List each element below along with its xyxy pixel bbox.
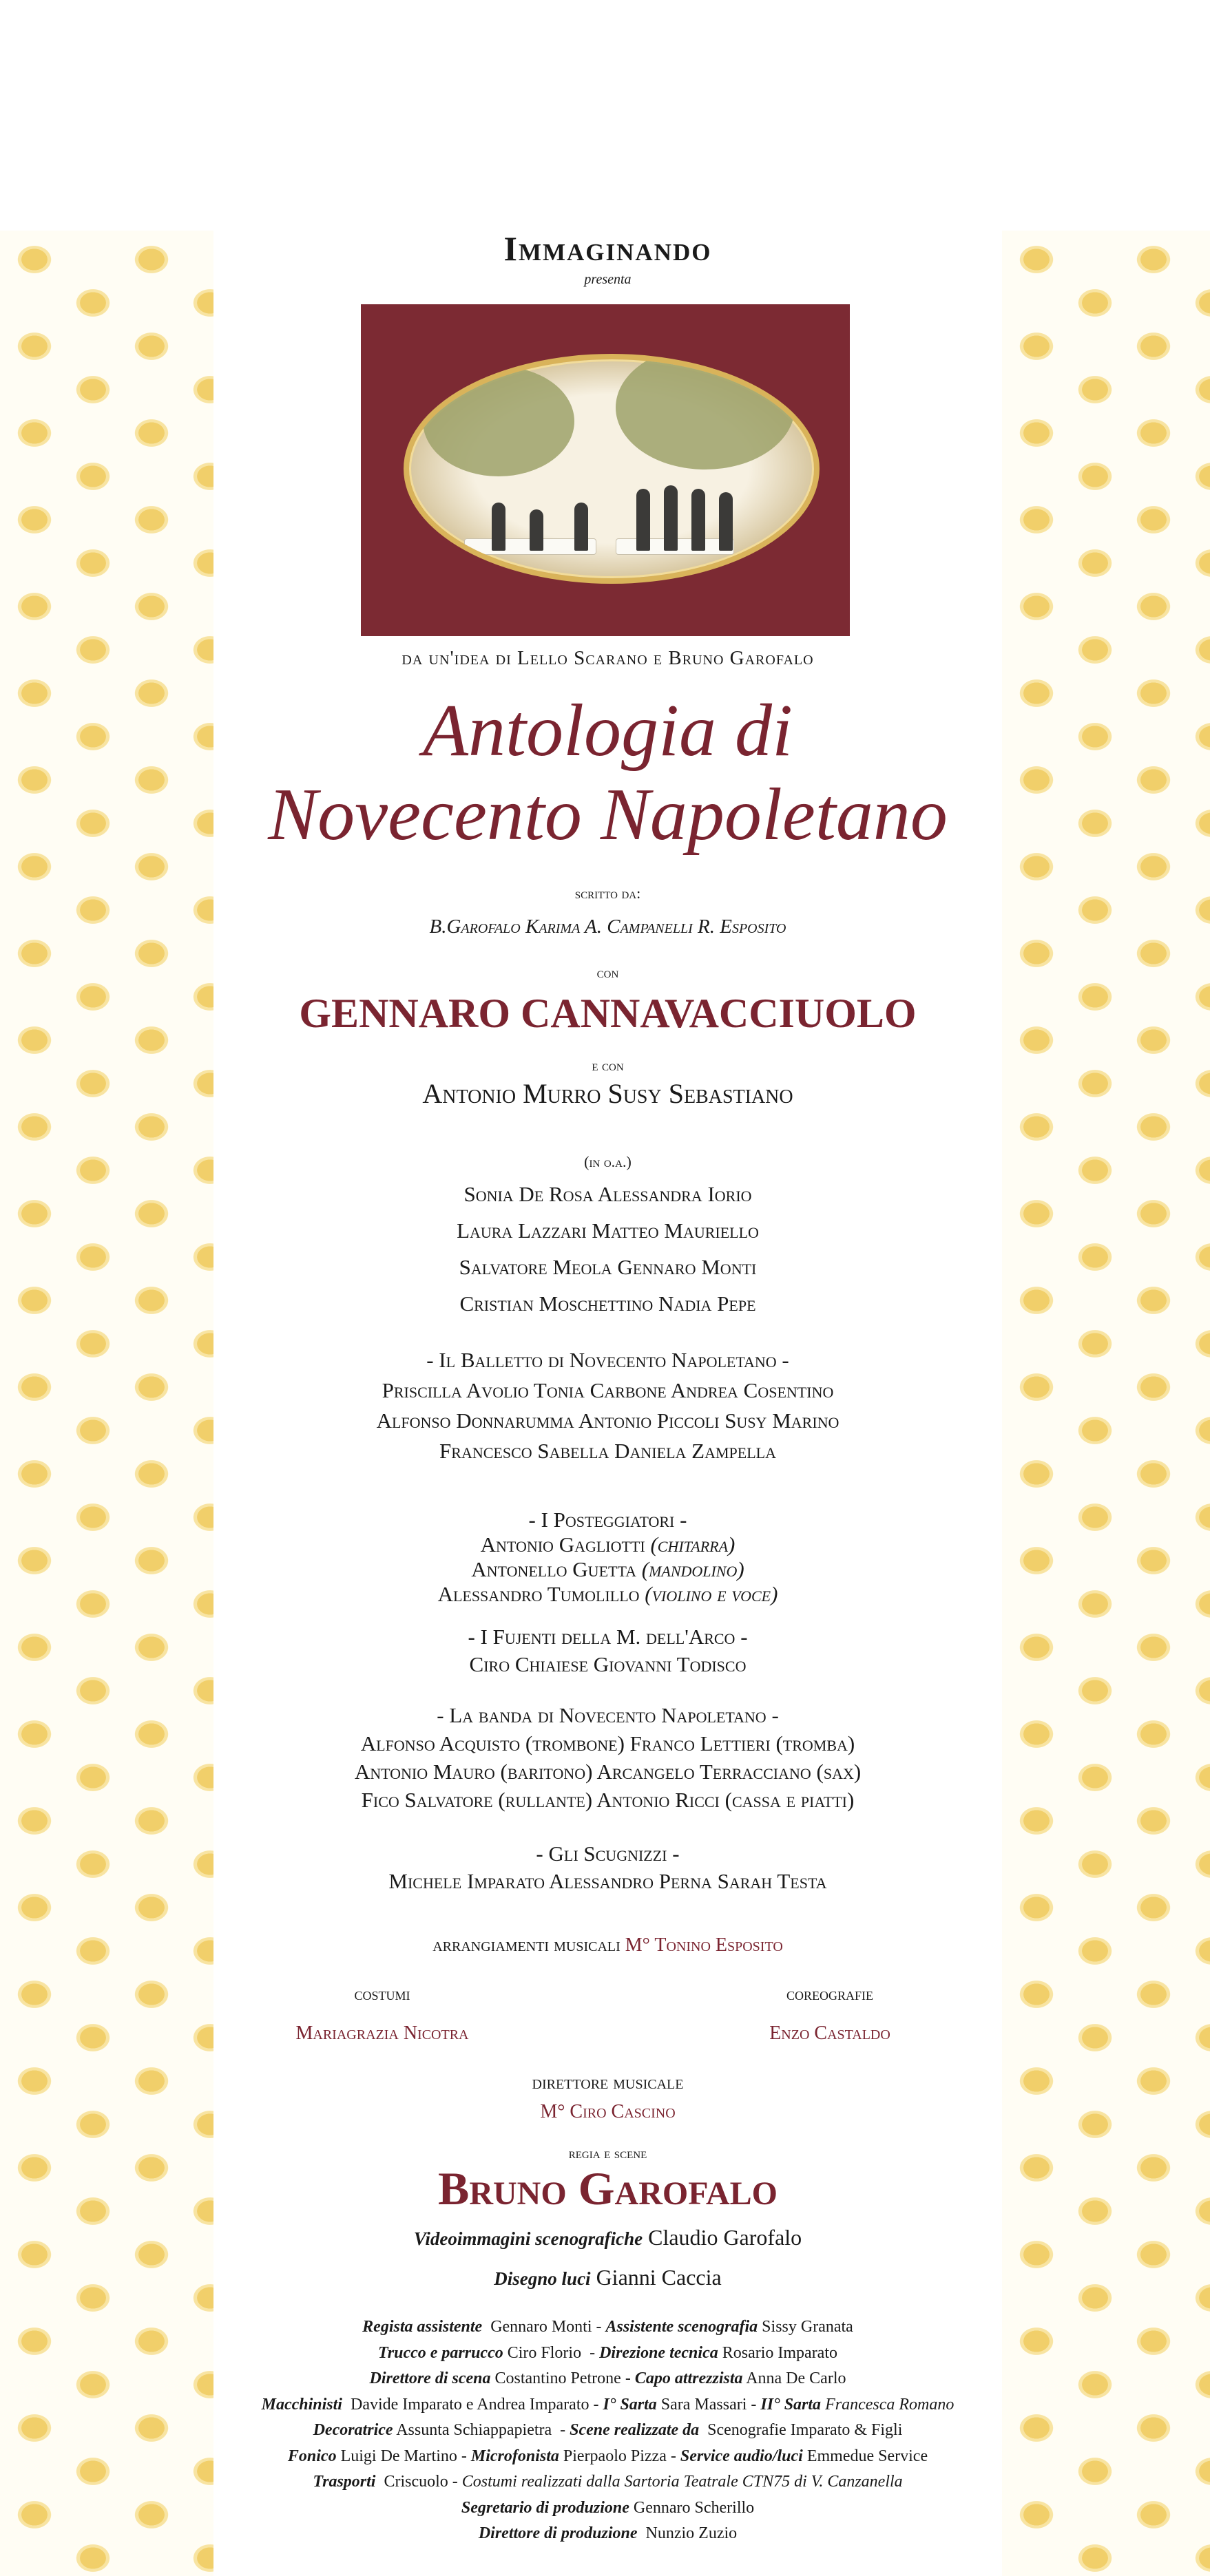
rose-pattern-right (1002, 231, 1210, 2576)
cast-row: Cristian Moschettino Nadia Pepe (459, 1291, 756, 1316)
credit-role: Scene realizzate da (570, 2421, 700, 2439)
credit-name: Davide Imparato e Andrea Imparato - (342, 2395, 603, 2414)
credit-role: Decoratrice (313, 2421, 393, 2439)
producer-name: Immaginando (503, 229, 712, 268)
credit-line (193, 2314, 1023, 2341)
scugnizzi-row: Michele Imparato Alessandro Perna Sarah Testa (388, 1869, 827, 1893)
credit-role: I° Sarta (603, 2395, 657, 2414)
authors: B.Garofalo Karima A. Campanelli R. Esposito (429, 916, 786, 938)
music-director-name: M° Ciro Cascino (540, 2101, 676, 2122)
credit-name: Sara Massari - (656, 2395, 761, 2414)
credit-line (193, 2495, 1023, 2522)
credit-role: Direzione tecnica (599, 2343, 718, 2362)
credit-name: Gennaro Scherillo (629, 2498, 755, 2517)
credit-role: Microfonista (470, 2447, 559, 2465)
credit-name: Gennaro Monti - (482, 2318, 606, 2336)
technical-credits (193, 2314, 1023, 2547)
credit-line (193, 2366, 1023, 2392)
star-name: GENNARO CANNAVACCIUOLO (299, 991, 917, 1036)
credit-role: Macchinisti (261, 2395, 342, 2414)
credit-name: Costantino Petrone - (490, 2369, 635, 2387)
credit-name: Ciro Florio - (503, 2343, 600, 2362)
credit-role: Assistente scenografia (605, 2318, 758, 2336)
poster-content (213, 0, 1002, 2576)
costumes-name: Mariagrazia Nicotra (295, 2023, 469, 2044)
credit-line (193, 2444, 1023, 2470)
credit-name: Assunta Schiappapietra - (393, 2421, 570, 2439)
co-stars: Antonio Murro Susy Sebastiano (422, 1078, 793, 1109)
cast-row: Laura Lazzari Matteo Mauriello (457, 1218, 759, 1243)
credit-line (193, 2469, 1023, 2495)
credit-name: Emmedue Service (802, 2447, 928, 2465)
credit-name: Rosario Imparato (718, 2343, 838, 2362)
cast-label: (in o.a.) (584, 1153, 632, 1170)
title-line-1: Antologia di (423, 690, 793, 772)
credit-role: Service audio/luci (680, 2447, 803, 2465)
title-line-2: Novecento Napoletano (268, 774, 948, 856)
lights-credit: Disegno luci Gianni Caccia (494, 2265, 722, 2290)
credit-line (193, 2392, 1023, 2418)
choreo-name: Enzo Castaldo (769, 2023, 890, 2044)
credit-role: Trasporti (313, 2473, 376, 2491)
credit-role: Trucco e parrucco (377, 2343, 503, 2362)
posteggiatore-row: Antonio Gagliotti (chitarra) (480, 1532, 736, 1556)
credit-name: Costumi realizzati dalla Sartoria Teatrale CTN75 di V. Canzanella (461, 2473, 903, 2491)
ballet-row: Francesco Sabella Daniela Zampella (439, 1439, 776, 1463)
credit-role: II° Sarta (760, 2395, 822, 2414)
ballet-row: Priscilla Avolio Tonia Carbone Andrea Cosentino (382, 1378, 834, 1402)
credit-role: Direttore di scena (369, 2369, 491, 2387)
music-director-label: direttore musicale (532, 2072, 684, 2093)
credit-name: Criscuolo - (375, 2473, 462, 2491)
credit-name: Pierpaolo Pizza - (559, 2447, 680, 2465)
oval-painting (404, 354, 820, 584)
arrangements-credit: arrangiamenti musicali M° Tonino Esposito (432, 1934, 783, 1956)
written-by-label: scritto da: (574, 885, 641, 902)
credit-role: Fonico (287, 2447, 337, 2465)
posteggiatore-row: Antonello Guetta (mandolino) (471, 1557, 744, 1581)
presents-label: presenta (584, 272, 632, 287)
rose-pattern-left (0, 231, 213, 2576)
banda-row: Fico Salvatore (rullante) Antonio Ricci (cassa e piatti) (361, 1788, 855, 1812)
credit-role: Regista assistente (362, 2318, 483, 2336)
credit-line (193, 2341, 1023, 2367)
credit-role: Segretario di produzione (461, 2498, 629, 2517)
choreo-label: coreografie (786, 1984, 873, 2004)
credit-line (193, 2418, 1023, 2444)
credit-name: Nunzio Zuzio (637, 2524, 738, 2542)
credit-line (193, 2521, 1023, 2547)
cover-image (361, 304, 850, 636)
costumes-label: costumi (354, 1984, 410, 2004)
ballet-row: Alfonso Donnarumma Antonio Piccoli Susy Marino (376, 1408, 839, 1433)
credit-name: Scenografie Imparato & Figli (699, 2421, 903, 2439)
ballet-label: - Il Balletto di Novecento Napoletano - (426, 1348, 789, 1372)
credit-name: Luigi De Martino - (336, 2447, 471, 2465)
fujenti-row: Ciro Chiaiese Giovanni Todisco (469, 1652, 747, 1676)
direction-label: regia e scene (568, 2144, 647, 2162)
credit-role: Capo attrezzista (634, 2369, 743, 2387)
scugnizzi-label: - Gli Scugnizzi - (536, 1841, 680, 1866)
posteggiatore-row: Alessandro Tumolillo (violino e voce) (437, 1582, 778, 1606)
cast-row: Sonia De Rosa Alessandra Iorio (463, 1182, 752, 1206)
video-credit: Videoimmagini scenografiche Claudio Garofalo (413, 2225, 802, 2250)
credit-name: Anna De Carlo (742, 2369, 846, 2387)
director-name: Bruno Garofalo (437, 2162, 778, 2215)
banda-row: Alfonso Acquisto (trombone) Franco Lettieri (tromba) (360, 1731, 855, 1755)
e-con-label: e con (592, 1057, 624, 1074)
idea-credit: da un'idea di Lello Scarano e Bruno Garofalo (401, 647, 814, 669)
credit-name: Francesca Romano (821, 2395, 955, 2414)
con-label: con (596, 964, 619, 981)
banda-row: Antonio Mauro (baritono) Arcangelo Terracciano (sax) (354, 1760, 862, 1784)
banda-label: - La banda di Novecento Napoletano - (437, 1703, 779, 1727)
posteggiatori-label: - I Posteggiatori - (528, 1508, 687, 1532)
cast-row: Salvatore Meola Gennaro Monti (459, 1255, 757, 1279)
credit-role: Direttore di produzione (478, 2524, 638, 2542)
credit-name: Sissy Granata (758, 2318, 853, 2336)
fujenti-label: - I Fujenti della M. dell'Arco - (468, 1625, 748, 1649)
